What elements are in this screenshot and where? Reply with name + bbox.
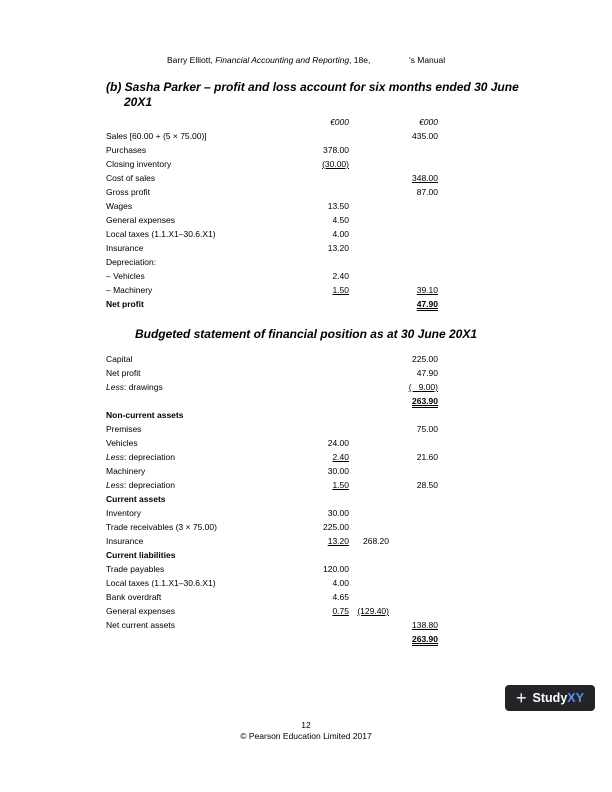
row-total: 263.90 (412, 634, 438, 644)
row-total: ( 9.00) (408, 382, 438, 392)
row-label: General expenses (106, 606, 175, 616)
row-label: Vehicles (106, 438, 138, 448)
brand-accent: XY (567, 691, 584, 705)
row-amount: 30.00 (327, 466, 349, 476)
pl-row-vehicles (0, 269, 612, 283)
row-label: Less: depreciation (106, 480, 176, 490)
pl-row-general-expenses (0, 213, 612, 227)
row-label: Insurance (106, 243, 144, 253)
row-label: Net profit (106, 299, 144, 309)
row-label: Gross profit (106, 187, 150, 197)
row-label: Machinery (106, 466, 146, 476)
row-label: Trade payables (106, 564, 165, 574)
row-label: Non-current assets (106, 410, 184, 420)
row-total: 39.10 (416, 285, 438, 295)
row-label: Current assets (106, 494, 166, 504)
row-label: Net profit (106, 368, 141, 378)
running-header (167, 55, 370, 65)
row-total: 225.00 (412, 354, 438, 364)
row-label: – Machinery (106, 285, 153, 295)
row-total: 87.00 (416, 187, 438, 197)
row-total: 47.90 (416, 299, 438, 309)
col-head-2: €000 (419, 117, 438, 127)
row-label: Cost of sales (106, 173, 156, 183)
row-label: Insurance (106, 536, 144, 546)
row-label: Local taxes (1.1.X1–30.6.X1) (106, 578, 216, 588)
row-amount: 225.00 (323, 522, 349, 532)
row-label: Current liabilities (106, 550, 176, 560)
row-amount: 378.00 (323, 145, 349, 155)
row-label-italic (106, 380, 163, 394)
row-label: Wages (106, 201, 133, 211)
sfp-row-capital (0, 352, 612, 366)
sfp-row-current-liabilities (0, 548, 612, 562)
sfp-row-vehicles-dep (0, 450, 612, 464)
row-amount: 4.00 (332, 578, 349, 588)
row-label: Less: drawings (106, 382, 163, 392)
sfp-row-insurance (0, 534, 612, 548)
row-total: 75.00 (416, 424, 438, 434)
row-amount: 2.40 (332, 271, 349, 281)
row-amount: (30.00) (322, 159, 349, 169)
header-edition: , 18e, (349, 55, 371, 65)
pl-row-local-taxes (0, 227, 612, 241)
row-amount: 13.20 (327, 536, 349, 546)
sfp-row-premises (0, 422, 612, 436)
sfp-row-current-assets (0, 492, 612, 506)
header-author: Barry Elliott, (167, 55, 216, 65)
pl-row-cost-of-sales (0, 171, 612, 185)
row-label: Net current assets (106, 620, 175, 630)
pl-row-gross-profit (0, 185, 612, 199)
col-head-1: €000 (330, 117, 349, 127)
row-amount: 1.50 (332, 285, 349, 295)
row-amount: 4.65 (332, 592, 349, 602)
row-amount: 4.00 (332, 229, 349, 239)
row-label: General expenses (106, 215, 175, 225)
row-label: Less: depreciation (106, 452, 176, 462)
row-label: Trade receivables (3 × 75.00) (106, 522, 217, 532)
pl-row-net-profit (0, 297, 612, 311)
sfp-row-net-profit (0, 366, 612, 380)
sfp-row-inventory (0, 506, 612, 520)
sfp-row-machinery-dep (0, 478, 612, 492)
row-total: 28.50 (416, 480, 438, 490)
pl-title-line1: (b) Sasha Parker – profit and loss account for six months ended 30 June (106, 80, 519, 94)
header-book: Financial Accounting and Reporting (215, 55, 350, 65)
row-label: Local taxes (1.1.X1–30.6.X1) (106, 229, 216, 239)
pl-row-machinery (0, 283, 612, 297)
studyxy-badge[interactable] (505, 685, 595, 711)
row-amount: 1.50 (332, 480, 349, 490)
sfp-row-drawings (0, 380, 612, 394)
sfp-row-local-taxes (0, 576, 612, 590)
pl-row-wages (0, 199, 612, 213)
row-total: 263.90 (412, 396, 438, 406)
row-label: Bank overdraft (106, 592, 162, 602)
row-total: 21.60 (416, 452, 438, 462)
sfp-title: Budgeted statement of financial position as at 30 June 20X1 (134, 327, 478, 341)
row-total: 47.90 (416, 368, 438, 378)
sfp-row-bank-overdraft (0, 590, 612, 604)
row-label: Inventory (106, 508, 141, 518)
pl-row-purchases (0, 143, 612, 157)
sfp-row-grand-total (0, 632, 612, 646)
sfp-row-net-current-assets (0, 618, 612, 632)
pl-row-insurance (0, 241, 612, 255)
row-total: 138.80 (412, 620, 438, 630)
row-amount: 4.50 (332, 215, 349, 225)
sfp-row-non-current-assets (0, 408, 612, 422)
row-amount: 13.20 (327, 243, 349, 253)
row-amount: 2.40 (332, 452, 349, 462)
sfp-row-trade-payables (0, 562, 612, 576)
row-total: 348.00 (412, 173, 438, 183)
sfp-row-total-capital (0, 394, 612, 408)
brand-main: Study (532, 691, 568, 705)
row-total: 435.00 (412, 131, 438, 141)
sfp-row-general-expenses (0, 604, 612, 618)
copyright: © Pearson Education Limited 2017 (240, 731, 372, 741)
plus-icon: + (516, 688, 527, 708)
row-label: Purchases (106, 145, 147, 155)
sfp-row-trade-receivables (0, 520, 612, 534)
brand-name (533, 691, 584, 705)
row-subtotal: 268.20 (363, 536, 389, 546)
row-amount: 30.00 (327, 508, 349, 518)
row-label: Premises (106, 424, 142, 434)
row-amount: 13.50 (327, 201, 349, 211)
header-manual: 's Manual (409, 55, 446, 65)
pl-title-line2: 20X1 (124, 95, 153, 109)
page-number: 12 (301, 720, 311, 730)
row-label: – Vehicles (106, 271, 145, 281)
row-label: Capital (106, 354, 133, 364)
row-label: Sales [60.00 + (5 × 75.00)] (106, 131, 207, 141)
pl-row-depreciation (0, 255, 612, 269)
row-amount: 0.75 (332, 606, 349, 616)
row-subtotal: (129.40) (357, 606, 389, 616)
pl-row-closing-inventory (0, 157, 612, 171)
sfp-row-machinery (0, 464, 612, 478)
sfp-row-vehicles (0, 436, 612, 450)
pl-row-sales (0, 129, 612, 143)
row-label: Depreciation: (106, 257, 157, 267)
row-amount: 120.00 (323, 564, 349, 574)
row-label: Closing inventory (106, 159, 172, 169)
row-amount: 24.00 (327, 438, 349, 448)
